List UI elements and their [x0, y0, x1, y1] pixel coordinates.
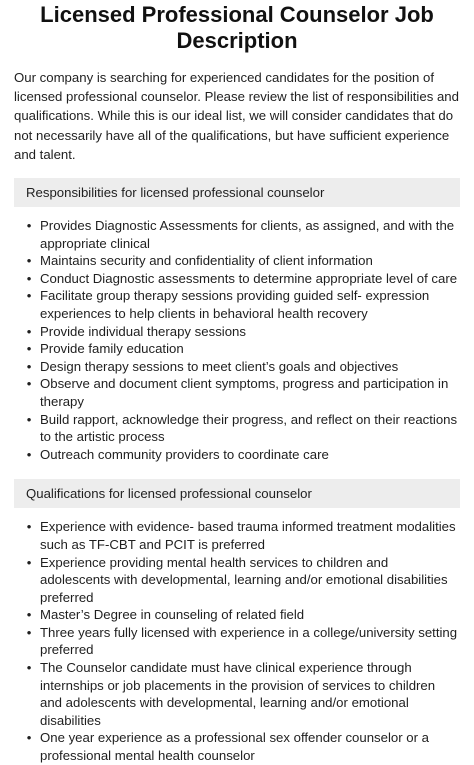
list-item-text: One year experience as a professional sex offender counselor or a professional mental health counselor — [40, 730, 430, 764]
intro-paragraph: Our company is searching for experienced candidates for the position of licensed professional counselor. Please review the list of responsibilities and qualifications. While this is our ideal list, we will consider candidates that do not necessarily have all of the qualifications, but have sufficient experience and talent. — [14, 70, 459, 162]
list-item-text: Provides Diagnostic Assessments for clients, as assigned, and with the appropriate clinical — [40, 218, 455, 251]
list-item — [14, 518, 460, 553]
bullet-icon: • — [26, 358, 32, 374]
list-item-text: Experience providing mental health services to children and adolescents with developmental, learning and/or emotional disabilities preferred — [40, 554, 448, 605]
bullet-icon: • — [26, 270, 32, 286]
list-item — [14, 606, 460, 624]
list-item-text: Observe and document client symptoms, progress and participation in therapy — [40, 376, 449, 409]
list-item-text: Experience with evidence- based trauma informed treatment modalities such as TF-CBT and PCIT is preferred — [40, 519, 456, 552]
list-item-text: Outreach community providers to coordinate care — [40, 446, 329, 462]
list-item — [14, 624, 460, 659]
bullet-icon: • — [26, 411, 32, 427]
list-item — [14, 252, 460, 270]
bullet-icon: • — [26, 253, 32, 269]
bullet-icon: • — [26, 519, 32, 535]
list-item-text: The Counselor candidate must have clinical experience through internships or job placements in the provision of services to children and adolescents with developmental, learning and/or emotional disabilities — [40, 660, 436, 728]
list-item-text: Master’s Degree in counseling of related field — [40, 607, 305, 623]
bullet-icon: • — [26, 218, 32, 234]
qualifications-heading: Qualifications for licensed professional counselor — [14, 479, 460, 508]
list-item — [14, 270, 460, 288]
list-item — [14, 340, 460, 358]
responsibilities-list — [14, 217, 460, 463]
bullet-icon: • — [26, 341, 32, 357]
list-item-text: Conduct Diagnostic assessments to determine appropriate level of care — [40, 270, 458, 286]
list-item — [14, 358, 460, 376]
list-item — [14, 446, 460, 464]
list-item-text: Facilitate group therapy sessions providing guided self- expression experiences to help clients in behavioral health recovery — [40, 288, 430, 321]
bullet-icon: • — [26, 660, 32, 676]
list-item-text: Three years fully licensed with experience in a college/university setting preferred — [40, 624, 458, 658]
bullet-icon: • — [26, 607, 32, 623]
list-item — [14, 554, 460, 607]
list-item-text: Design therapy sessions to meet client’s goals and objectives — [40, 358, 399, 374]
list-item — [14, 323, 460, 341]
list-item — [14, 659, 460, 729]
list-item — [14, 729, 460, 764]
list-item — [14, 217, 460, 252]
bullet-icon: • — [26, 554, 32, 570]
list-item — [14, 375, 460, 410]
bullet-icon: • — [26, 730, 32, 746]
qualifications-list — [14, 518, 460, 764]
page-title: Licensed Professional Counselor Job Description — [40, 2, 434, 53]
list-item-text: Maintains security and confidentiality of client information — [40, 253, 373, 269]
bullet-icon: • — [26, 624, 32, 640]
list-item-text: Build rapport, acknowledge their progress, and reflect on their reactions to the artistic process — [40, 411, 458, 445]
bullet-icon: • — [26, 323, 32, 339]
list-item — [14, 411, 460, 446]
list-item — [14, 287, 460, 322]
list-item-text: Provide family education — [40, 341, 184, 357]
list-item-text: Provide individual therapy sessions — [40, 323, 246, 339]
bullet-icon: • — [26, 288, 32, 304]
bullet-icon: • — [26, 376, 32, 392]
bullet-icon: • — [26, 446, 32, 462]
responsibilities-heading: Responsibilities for licensed professional counselor — [14, 178, 460, 207]
